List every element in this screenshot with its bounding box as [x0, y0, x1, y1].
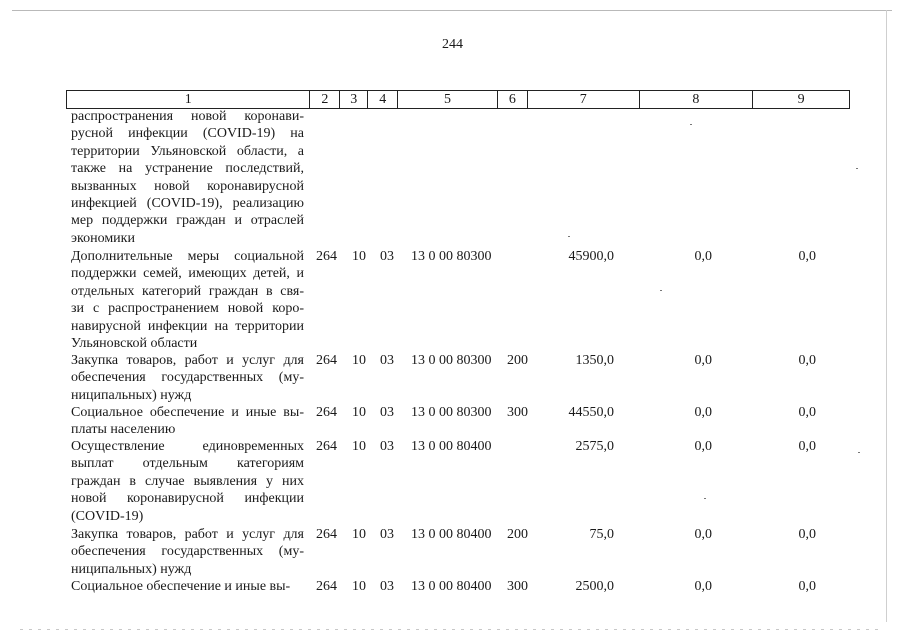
cell-sum-2: 0,0 [694, 249, 712, 264]
header-cell-8: 8 [640, 91, 754, 108]
cell-pr: 10 [352, 405, 366, 420]
cell-pr: 10 [352, 527, 366, 542]
cell-vr: 200 [507, 353, 528, 368]
cell-sum-1: 44550,0 [568, 405, 614, 420]
cell-sum-3: 0,0 [798, 527, 816, 542]
description-line: навирусной инфекции на территории [71, 318, 304, 334]
description-line: Закупка товаров, работ и услуг для [71, 527, 304, 542]
cell-cs: 13 0 00 80400 [411, 439, 492, 454]
description-line: Социальное обеспечение и иные вы- [71, 579, 291, 594]
scan-speck [858, 452, 860, 453]
description-line: отдельных категорий граждан в свя- [71, 283, 304, 299]
cell-sum-3: 0,0 [798, 579, 816, 594]
cell-pr: 10 [352, 249, 366, 264]
cell-rz: 264 [316, 353, 337, 368]
header-cell-4: 4 [368, 91, 398, 108]
scan-speck [660, 290, 662, 291]
cell-cs: 13 0 00 80300 [411, 353, 492, 368]
header-cell-6: 6 [498, 91, 528, 108]
scan-edge-right [886, 10, 887, 622]
header-cell-9: 9 [797, 92, 805, 107]
cell-sum-3: 0,0 [798, 439, 816, 454]
cell-ps: 03 [380, 249, 394, 264]
row-description [71, 352, 304, 404]
description-line: ниципальных) нужд [71, 387, 192, 403]
description-line: выплат отдельным категориям [71, 456, 304, 472]
cell-sum-1: 2500,0 [575, 579, 614, 594]
cell-cs: 13 0 00 80400 [411, 579, 492, 594]
cell-cs: 13 0 00 80400 [411, 527, 492, 542]
cell-rz: 264 [316, 439, 337, 454]
description-line: мер поддержки граждан и отраслей [71, 213, 304, 229]
cell-rz: 264 [316, 405, 337, 420]
scan-speck [704, 498, 706, 499]
cell-ps: 03 [380, 405, 394, 420]
cell-cs: 13 0 00 80300 [411, 249, 492, 264]
row-description [71, 404, 304, 439]
scan-speck [690, 124, 692, 125]
description-line: Социальное обеспечение и иные вы- [71, 405, 304, 420]
cell-pr: 10 [352, 579, 366, 594]
cell-rz: 264 [316, 249, 337, 264]
header-cell-3: 3 [340, 91, 368, 108]
cell-vr: 300 [507, 579, 528, 594]
cell-sum-1: 45900,0 [568, 249, 614, 264]
description-line: (COVID-19) [71, 508, 144, 524]
description-line: Осуществление единовременных [71, 439, 304, 454]
description-line: ниципальных) нужд [71, 561, 192, 577]
description-line: территории Ульяновской области, а [71, 143, 304, 159]
cell-vr: 200 [507, 527, 528, 542]
description-line: экономики [71, 230, 135, 246]
description-line: также на устранение последствий, [71, 161, 304, 177]
description-line: поддержки семей, имеющих детей, и [71, 266, 304, 282]
scan-speck [568, 236, 570, 237]
cell-sum-2: 0,0 [694, 405, 712, 420]
row-description [71, 108, 304, 247]
page-number: 244 [442, 37, 463, 52]
cell-ps: 03 [380, 527, 394, 542]
header-cell-5: 5 [398, 91, 498, 108]
cell-sum-1: 1350,0 [575, 353, 614, 368]
description-line: обеспечения государственных (му- [71, 370, 304, 386]
cell-cs: 13 0 00 80300 [411, 405, 492, 420]
cell-sum-3: 0,0 [798, 405, 816, 420]
cell-ps: 03 [380, 353, 394, 368]
description-line: Ульяновской области [71, 336, 198, 352]
description-line: русной инфекции (COVID-19) на [71, 126, 304, 142]
header-cell-7: 7 [528, 91, 640, 108]
cell-sum-1: 2575,0 [575, 439, 614, 454]
description-line: Закупка товаров, работ и услуг для [71, 353, 304, 368]
cell-sum-3: 0,0 [798, 353, 816, 368]
description-line: вызванных новой коронавирусной [71, 178, 304, 194]
cell-rz: 264 [316, 527, 337, 542]
header-cell-1: 1 [67, 91, 310, 108]
row-description [71, 526, 304, 578]
cell-sum-3: 0,0 [798, 249, 816, 264]
header-cell-2: 2 [310, 91, 340, 108]
cell-pr: 10 [352, 439, 366, 454]
scan-speck [856, 168, 858, 169]
table-header-row [66, 90, 850, 109]
cell-pr: 10 [352, 353, 366, 368]
row-description [71, 248, 304, 352]
cell-sum-1: 75,0 [589, 527, 614, 542]
description-line: зи с распространением новой коро- [71, 301, 304, 317]
description-line: платы населению [71, 422, 176, 438]
description-line: Дополнительные меры социальной [71, 249, 304, 264]
description-line: граждан в случае выявления у них [71, 473, 304, 489]
row-description [71, 578, 304, 595]
cell-rz: 264 [316, 579, 337, 594]
cell-sum-2: 0,0 [694, 353, 712, 368]
description-line: распространения новой коронави- [71, 109, 304, 124]
description-line: инфекцией (COVID-19), реализацию [71, 196, 304, 212]
cell-vr: 300 [507, 405, 528, 420]
cell-sum-2: 0,0 [694, 527, 712, 542]
scan-edge-bottom [20, 629, 880, 630]
row-description [71, 438, 304, 525]
cell-sum-2: 0,0 [694, 579, 712, 594]
cell-sum-2: 0,0 [694, 439, 712, 454]
description-line: новой коронавирусной инфекции [71, 491, 304, 507]
cell-ps: 03 [380, 439, 394, 454]
scan-edge-top [12, 10, 892, 11]
cell-ps: 03 [380, 579, 394, 594]
description-line: обеспечения государственных (му- [71, 544, 304, 560]
